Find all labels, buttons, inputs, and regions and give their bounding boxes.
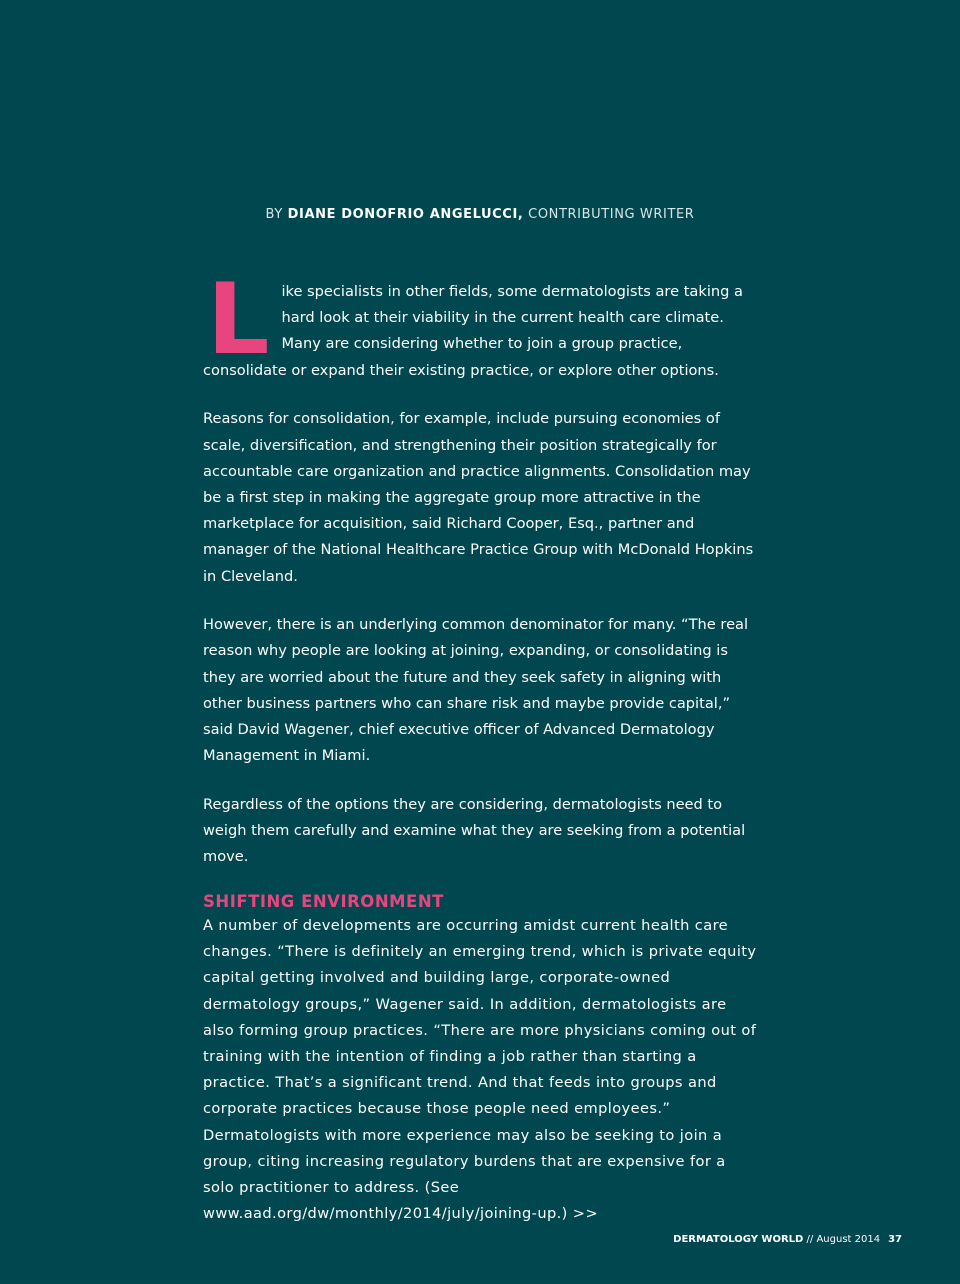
magazine-name: DERMATOLOGY WORLD [673,1234,804,1245]
footer-separator: // [803,1234,817,1245]
article-paragraph: Regardless of the options they are considering, dermatologists need to weigh them carefully and examine what they are seeking from a potential move. [203,795,746,866]
drop-cap: L [207,263,270,377]
byline [0,207,960,222]
page-footer [673,1234,902,1245]
article-paragraph-intro [203,263,759,384]
issue-date: August 2014 [816,1234,881,1245]
byline-prefix: BY [265,207,288,222]
article-body [203,263,759,1250]
page-number: 37 [888,1234,902,1245]
article-paragraph: A number of developments are occurring amidst current health care changes. “There is definitely an emerging trend, which is private equity capital getting involved and building large, corporate-owned dermatology groups,” Wagener said. In addition, dermatologists are also forming group practices. “There are more physicians coming out of training with the intention of finding a job rather than starting a practice. That’s a significant trend. And that feeds into groups and corporate practices because those people need employees.” Dermatologists with more experience may also be seeking to join a group, citing increasing regulatory burdens that are expensive for a solo practitioner to address. (See www.aad.org/dw/monthly/2014/july/joining-up.) >> [203,917,757,1223]
byline-author: DIANE DONOFRIO ANGELUCCI, [287,207,524,222]
article-paragraph: However, there is an underlying common denominator for many. “The real reason why people are looking at joining, expanding, or consolidating is they are worried about the future and they seek safety in aligning with other business partners who can share risk and maybe provide capital,” said David Wagener, chief executive officer of Advanced Dermatology Management in Miami. [203,616,749,765]
section-heading: SHIFTING ENVIRONMENT [203,892,444,912]
intro-text: ike specialists in other fields, some dermatologists are taking a hard look at their viability in the current health care climate. Many are considering whether to join a group practice, consolidate or expand their existing practice, or explore other options. [203,283,743,379]
article-paragraph: Reasons for consolidation, for example, include pursuing economies of scale, diversification, and strengthening their position strategically for accountable care organization and practice alignments. Consolidation may be a first step in making the aggregate group more attractive in the marketplace for acquisition, said Richard Cooper, Esq., partner and manager of the National Healthcare Practice Group with McDonald Hopkins in Cleveland. [203,410,754,585]
byline-role: CONTRIBUTING WRITER [523,207,695,222]
